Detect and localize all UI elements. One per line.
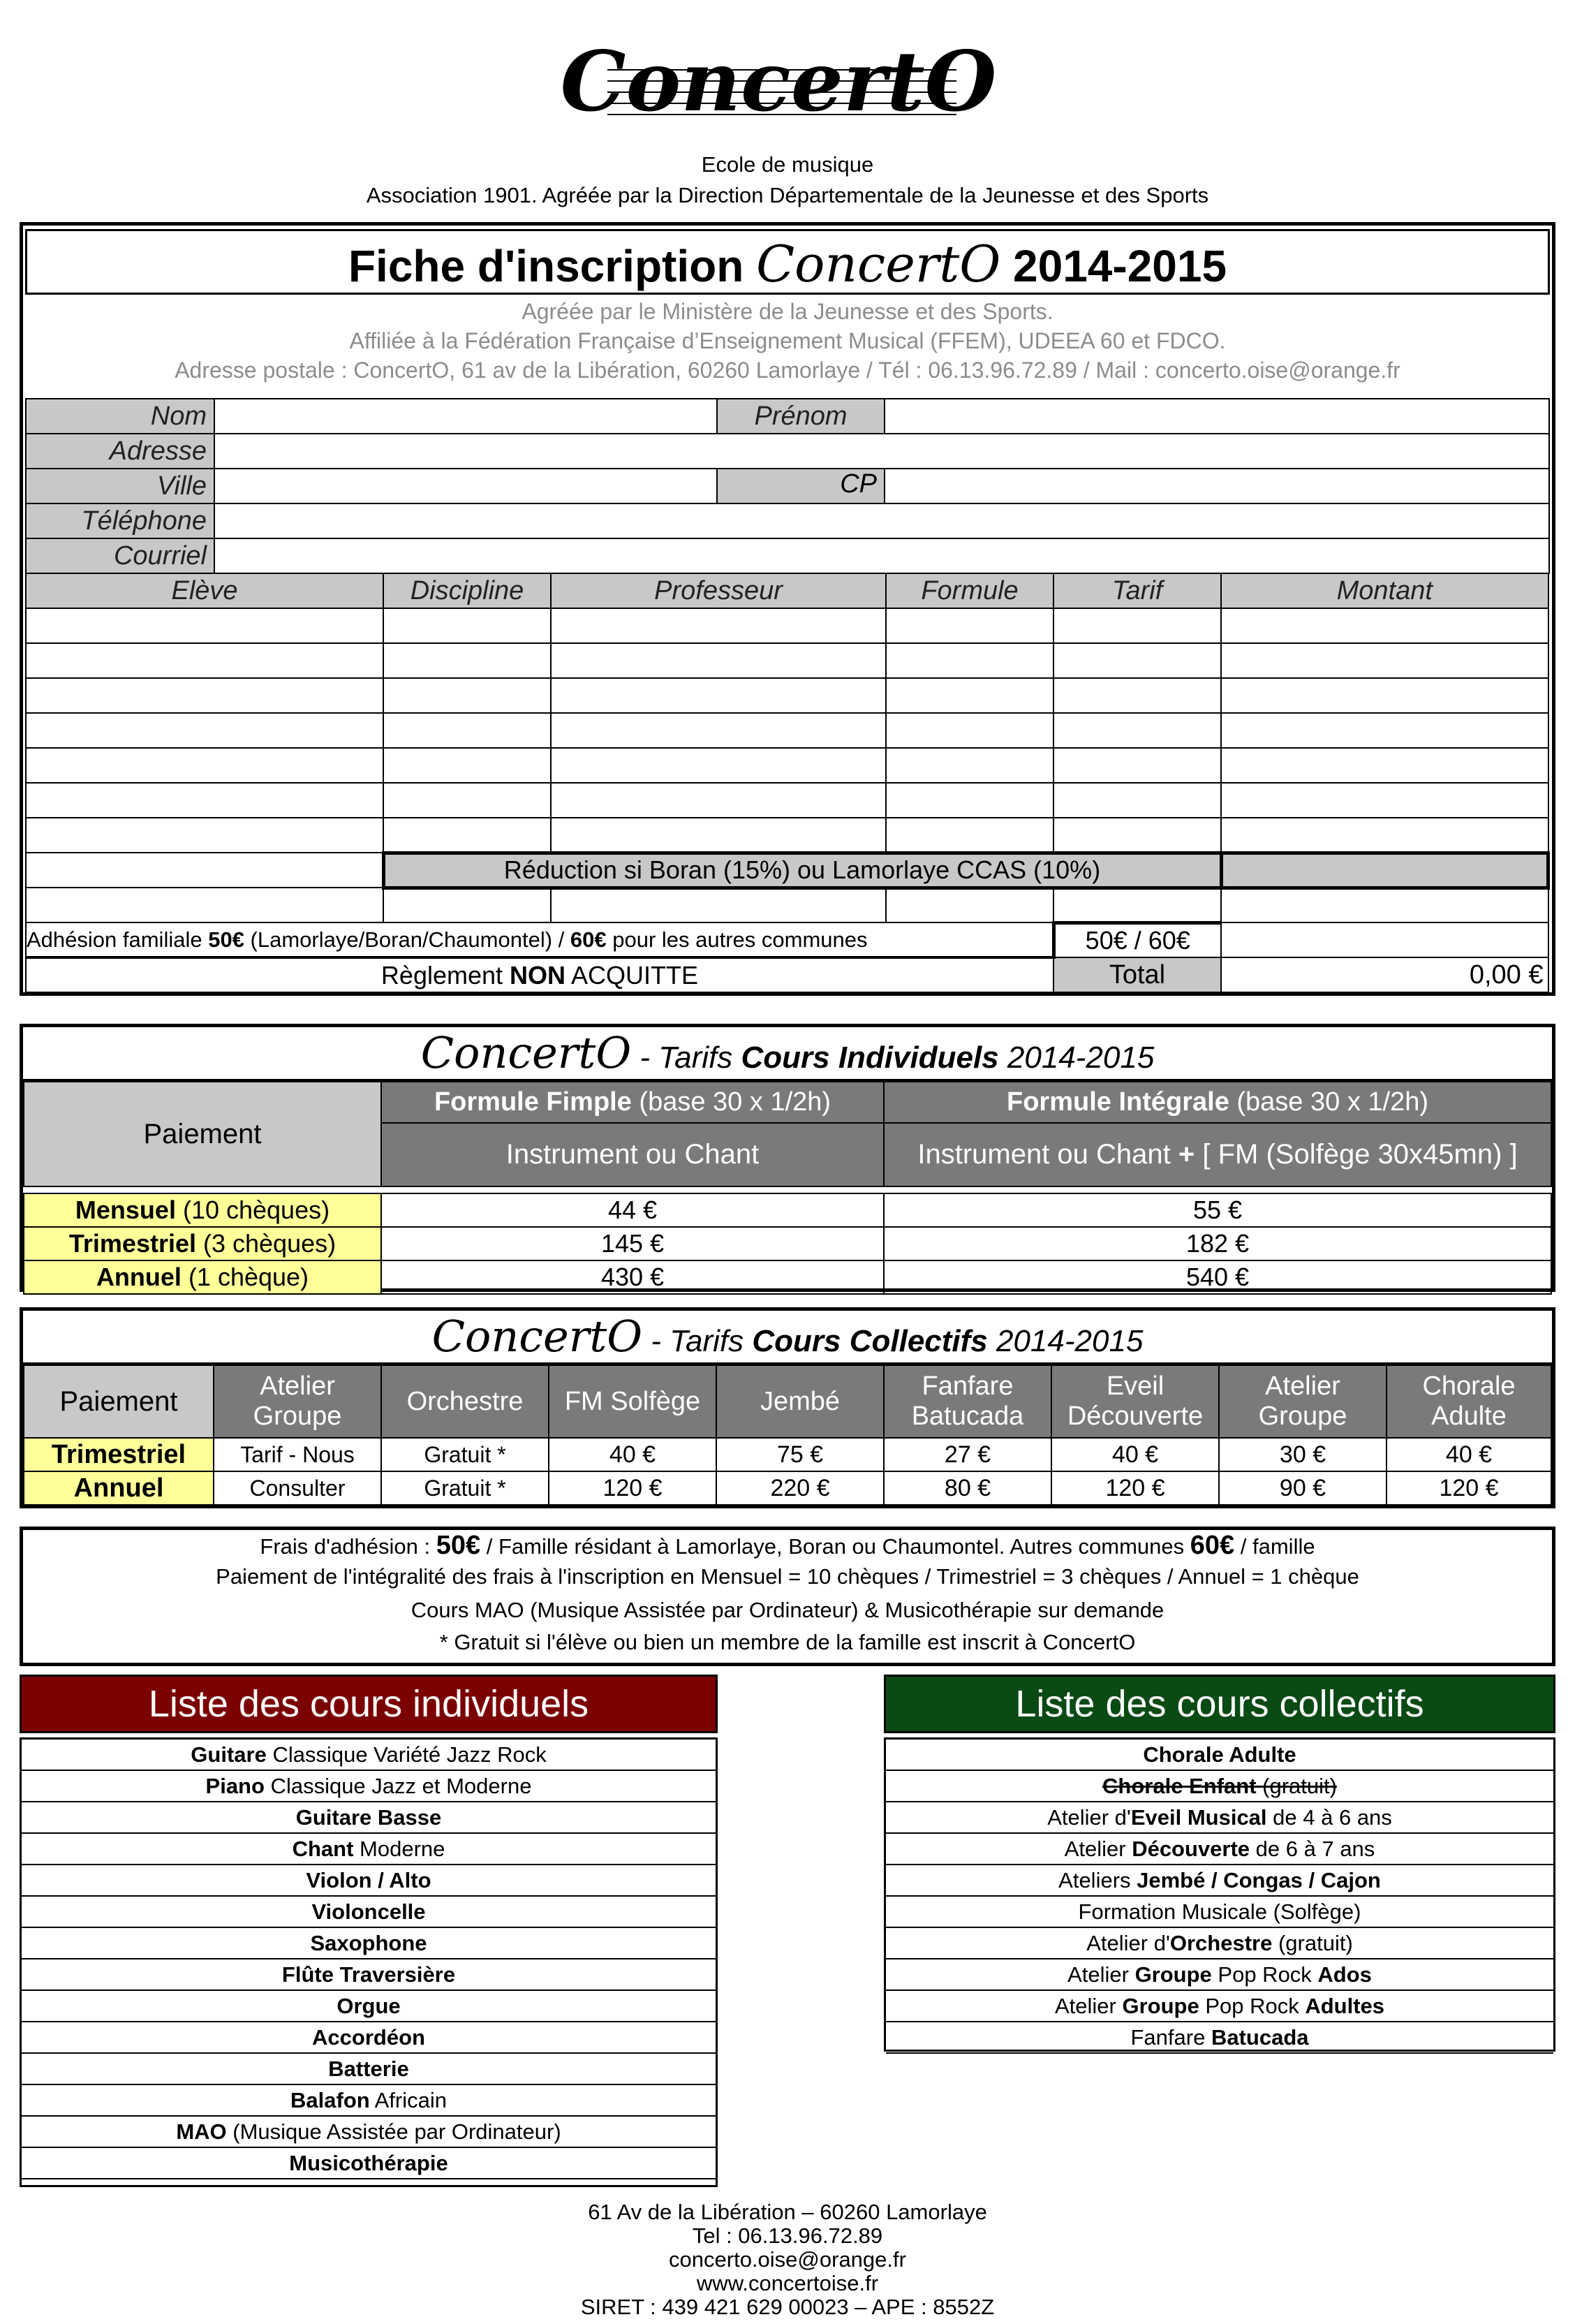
rate-value: 120 € (1387, 1471, 1551, 1505)
rate-value: 55 € (884, 1193, 1551, 1227)
individual-course-list (20, 1737, 718, 2187)
rate-value: 40 € (1387, 1438, 1551, 1471)
rate-row-label: Mensuel (10 chèques) (24, 1193, 381, 1227)
list-item: Atelier d'Eveil Musical de 4 à 6 ans (886, 1802, 1553, 1834)
list-item: Fanfare Batucada (886, 2022, 1553, 2054)
ville-field[interactable] (214, 469, 885, 503)
list-item: Violoncelle (22, 1897, 716, 1928)
label-telephone: Téléphone (26, 503, 214, 538)
adhesion-text: Adhésion familiale 50€ (Lamorlaye/Boran/Chaumontel) / 60€ pour les autres communes (26, 922, 1053, 957)
footer-address: 61 Av de la Libération – 60260 Lamorlaye (588, 2200, 987, 2224)
formule-integrale-header: Formule Intégrale (base 30 x 1/2h) (884, 1082, 1551, 1123)
col-professeur: Professeur (551, 573, 886, 608)
subtitle-address: Adresse postale : ConcertO, 61 av de la Libération, 60260 Lamorlaye / Tél : 06.13.96.72.89 / Mail : concerto.oise@orange.fr (175, 358, 1400, 383)
list-item: Accordéon (22, 2022, 716, 2054)
label-prenom: Prénom (717, 399, 885, 434)
adhesion-value: 50€ / 60€ (1053, 922, 1221, 957)
association-line: Association 1901. Agréée par la Direction Départementale de la Jeunesse et des Sports (366, 183, 1209, 207)
grid-row[interactable] (26, 608, 1548, 643)
col-eleve: Elève (26, 573, 383, 608)
collective-list-title: Liste des cours collectifs (884, 1675, 1555, 1733)
rate-value: 120 € (549, 1471, 716, 1505)
grid-row[interactable] (26, 713, 1548, 748)
grid-row[interactable] (26, 678, 1548, 713)
footer-email: concerto.oise@orange.fr (669, 2247, 906, 2272)
list-item: Musicothérapie (22, 2148, 716, 2179)
identity-table (25, 398, 1550, 574)
rate-value: 30 € (1219, 1438, 1387, 1471)
label-courriel: Courriel (26, 538, 214, 573)
label-adresse: Adresse (26, 434, 214, 469)
rate-value: 40 € (549, 1438, 716, 1471)
list-item: Atelier Groupe Pop Rock Ados (886, 1959, 1553, 1991)
col-discipline: Discipline (383, 573, 551, 608)
list-item: Saxophone (22, 1928, 716, 1959)
info-gratuit: * Gratuit si l'élève ou bien un membre de la famille est inscrit à ConcertO (439, 1630, 1136, 1654)
rate-value: 44 € (381, 1193, 884, 1227)
total-label: Total (1053, 957, 1221, 992)
adhesion-row (26, 922, 1548, 957)
col-header: Orchestre (381, 1365, 549, 1438)
paiement-header: Paiement (24, 1365, 214, 1438)
info-adhesion: Frais d'adhésion : 50€ / Famille résidant à Lamorlaye, Boran ou Chaumontel. Autres communes 60€ / famille (260, 1531, 1315, 1560)
rate-value: Consulter (214, 1471, 381, 1505)
concerto-logo (560, 6, 997, 145)
col-formule: Formule (886, 573, 1053, 608)
list-item: Chant Moderne (22, 1834, 716, 1865)
rate-value: 430 € (381, 1260, 884, 1294)
label-cp: CP (716, 469, 884, 503)
form-title-box (25, 229, 1550, 295)
grid-row[interactable] (26, 748, 1548, 783)
reduction-amount[interactable] (1221, 853, 1548, 888)
list-item: Piano Classique Jazz et Moderne (22, 1771, 716, 1802)
col-header: FM Solfège (549, 1365, 716, 1438)
nom-field[interactable] (214, 399, 717, 434)
course-grid (25, 573, 1550, 993)
footer-siret: SIRET : 439 421 629 00023 – APE : 8552Z (580, 2295, 995, 2319)
rate-value: 40 € (1051, 1438, 1219, 1471)
list-item: Batterie (22, 2054, 716, 2085)
telephone-field[interactable] (214, 503, 1549, 538)
list-item: Flûte Traversière (22, 1959, 716, 1991)
grid-row[interactable] (26, 643, 1548, 678)
list-item: Violon / Alto (22, 1865, 716, 1897)
individual-rates-box (20, 1024, 1555, 1292)
list-item: Ateliers Jembé / Congas / Cajon (886, 1865, 1553, 1897)
col-header: Atelier Groupe (214, 1365, 381, 1438)
list-item: Atelier d'Orchestre (gratuit) (886, 1928, 1553, 1959)
rate-value: 220 € (716, 1471, 884, 1505)
footer-website: www.concertoise.fr (696, 2271, 879, 2295)
col-header: Fanfare Batucada (884, 1365, 1051, 1438)
list-item: Guitare Basse (22, 1802, 716, 1834)
individual-rates-table (23, 1081, 1552, 1295)
list-item: Chorale Adulte (886, 1740, 1553, 1771)
cp-field[interactable] (885, 469, 1549, 503)
rate-row-label: Annuel (1 chèque) (24, 1260, 381, 1294)
info-mao: Cours MAO (Musique Assistée par Ordinateur) & Musicothérapie sur demande (411, 1598, 1164, 1622)
paiement-header: Paiement (24, 1082, 381, 1186)
col-header: Eveil Découverte (1051, 1365, 1219, 1438)
adhesion-amount[interactable] (1221, 922, 1548, 957)
total-value: 0,00 € (1221, 957, 1548, 992)
rate-row-label: Trimestriel (3 chèques) (24, 1227, 381, 1260)
rate-value: 540 € (884, 1260, 1551, 1294)
form-title: Fiche d'inscription ConcertO 2014-2015 (348, 235, 1227, 293)
individual-list-title: Liste des cours individuels (20, 1675, 718, 1733)
grid-row[interactable] (26, 888, 1548, 922)
collective-rates-title: ConcertO - Tarifs Cours Collectifs 2014-2015 (23, 1311, 1552, 1365)
adresse-field[interactable] (214, 434, 1549, 469)
rate-value: 182 € (884, 1227, 1551, 1260)
rate-row-label: Annuel (24, 1471, 214, 1505)
prenom-field[interactable] (885, 399, 1549, 434)
rate-value: Gratuit * (381, 1471, 549, 1505)
subtitle-affiliation: Affiliée à la Fédération Française d’Enseignement Musical (FFEM), UDEEA 60 et FDCO. (349, 328, 1226, 353)
collective-rates-table (23, 1365, 1552, 1506)
subtitle-agreement: Agréée par le Ministère de la Jeunesse et des Sports. (522, 299, 1053, 324)
school-type: Ecole de musique (701, 152, 874, 177)
list-item: MAO (Musique Assistée par Ordinateur) (22, 2117, 716, 2148)
logo-text: ConcertO (560, 33, 997, 130)
collective-course-list (884, 1737, 1555, 2052)
courriel-field[interactable] (214, 538, 1549, 573)
col-header: Jembé (716, 1365, 884, 1438)
reduction-row (26, 853, 1548, 888)
col-tarif: Tarif (1053, 573, 1221, 608)
col-montant: Montant (1221, 573, 1548, 608)
list-item: Chorale Enfant (gratuit) (886, 1771, 1553, 1802)
rate-value: 75 € (716, 1438, 884, 1471)
rate-value: 145 € (381, 1227, 884, 1260)
grid-row[interactable] (26, 783, 1548, 818)
grid-row[interactable] (26, 818, 1548, 853)
rate-row-label: Trimestriel (24, 1438, 214, 1471)
col-header: Atelier Groupe (1219, 1365, 1387, 1438)
list-item: Guitare Classique Variété Jazz Rock (22, 1740, 716, 1771)
label-ville: Ville (26, 469, 214, 503)
list-item: Atelier Groupe Pop Rock Adultes (886, 1991, 1553, 2022)
rate-value: Gratuit * (381, 1438, 549, 1471)
list-item: Balafon Africain (22, 2085, 716, 2117)
rate-value: 120 € (1051, 1471, 1219, 1505)
formule-simple-sub: Instrument ou Chant (381, 1123, 884, 1186)
list-item: Formation Musicale (Solfège) (886, 1897, 1553, 1928)
formule-simple-header: Formule Fimple (base 30 x 1/2h) (381, 1082, 884, 1123)
col-header: Chorale Adulte (1387, 1365, 1551, 1438)
reglement-status: Règlement NON ACQUITTE (26, 957, 1053, 992)
brand-name: ConcertO (756, 235, 1001, 293)
individual-rates-title: ConcertO - Tarifs Cours Individuels 2014-2015 (23, 1027, 1552, 1081)
rate-value: 90 € (1219, 1471, 1387, 1505)
rate-value: Tarif - Nous (214, 1438, 381, 1471)
rate-value: 80 € (884, 1471, 1051, 1505)
collective-rates-box (20, 1307, 1555, 1508)
formule-integrale-sub: Instrument ou Chant + [ FM (Solfège 30x45mn) ] (884, 1123, 1551, 1186)
info-paiement: Paiement de l'intégralité des frais à l'inscription en Mensuel = 10 chèques / Trimestriel = 3 chèques / Annuel = 1 chèque (216, 1564, 1359, 1589)
rate-value: 27 € (884, 1438, 1051, 1471)
total-row (26, 957, 1548, 992)
reduction-label: Réduction si Boran (15%) ou Lamorlaye CCAS (10%) (383, 853, 1221, 888)
list-item: Orgue (22, 1991, 716, 2022)
footer-phone: Tel : 06.13.96.72.89 (692, 2223, 883, 2248)
label-nom: Nom (26, 399, 214, 434)
list-item: Atelier Découverte de 6 à 7 ans (886, 1834, 1553, 1865)
